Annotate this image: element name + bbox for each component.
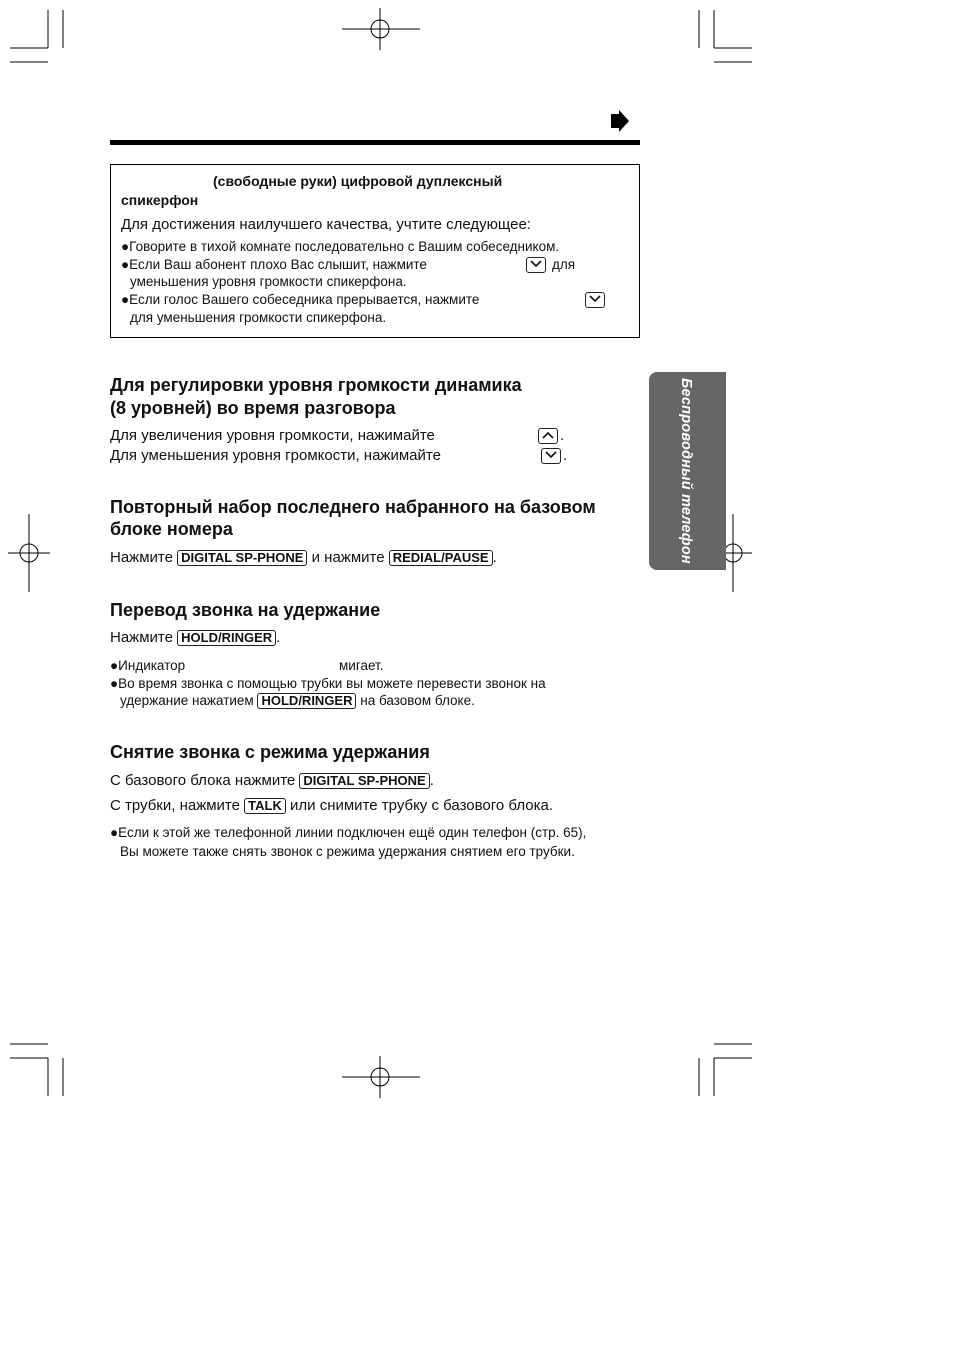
redial-title-line2: блоке номера <box>110 519 233 539</box>
volume-down-key-2 <box>585 291 605 309</box>
continue-arrow-icon <box>610 110 630 137</box>
box-title-line1: (свободные руки) цифровой дуплексный <box>213 173 503 189</box>
digital-sp-phone-key-2: DIGITAL SP-PHONE <box>299 773 429 789</box>
redial-pause-key: REDIAL/PAUSE <box>389 550 493 566</box>
digital-sp-phone-key: DIGITAL SP-PHONE <box>177 550 307 566</box>
volume-down-line: Для уменьшения уровня громкости, нажимайте <box>110 447 441 464</box>
chevron-down-icon <box>526 257 546 273</box>
unhold-title: Снятие звонка с режима удержания <box>110 742 430 762</box>
hold-bullet-2-cont: удержание нажатием HOLD/RINGER на базовом блоке. <box>120 693 475 708</box>
unhold-line-1: С базового блока нажмите DIGITAL SP-PHONE . <box>110 772 434 789</box>
volume-up-period: . <box>560 427 565 444</box>
hold-title: Перевод звонка на удержание <box>110 600 381 620</box>
unhold-bullet-cont: Вы можете также снять звонок с режима удержания снятием его трубки. <box>120 844 575 859</box>
box-item-1: ●Говорите в тихой комнате последовательно с Вашим собеседником. <box>121 239 560 254</box>
hold-instruction: Нажмите HOLD/RINGER . <box>110 629 281 646</box>
volume-down-key <box>526 256 546 274</box>
box-item-2-cont: уменьшения уровня громкости спикерфона. <box>130 274 407 289</box>
side-tab-label: Беспроводный телефон <box>678 378 694 564</box>
unhold-line-2: С трубки, нажмите TALK или снимите трубку с базового блока. <box>110 797 553 814</box>
chevron-down-icon <box>585 292 605 308</box>
talk-key: TALK <box>244 798 286 814</box>
hold-bullet-2: ●Во время звонка с помощью трубки вы можете перевести звонок на <box>110 676 546 691</box>
chevron-down-icon <box>541 448 561 464</box>
volume-down-period: . <box>563 447 568 464</box>
box-intro: Для достижения наилучшего качества, учтите следующее: <box>121 216 531 233</box>
header-rule <box>110 140 640 145</box>
box-item-2-tail: для <box>552 257 576 272</box>
hold-bullet-1-tail: мигает. <box>339 658 384 673</box>
hold-ringer-key: HOLD/RINGER <box>177 630 276 646</box>
redial-title-line1: Повторный набор последнего набранного на базовом <box>110 497 596 517</box>
hold-bullet-1: ●Индикатор <box>110 658 186 673</box>
box-item-2: ●Если Ваш абонент плохо Вас слышит, нажмите <box>121 257 427 272</box>
box-item-3-cont: для уменьшения громкости спикерфона. <box>130 310 387 325</box>
volume-up-key <box>538 427 558 445</box>
box-item-3: ●Если голос Вашего собеседника прерывается, нажмите <box>121 292 480 307</box>
hold-ringer-key-2: HOLD/RINGER <box>257 693 356 709</box>
chevron-up-icon <box>538 428 558 444</box>
volume-down-key-3 <box>541 447 561 465</box>
box-title-line2: спикерфон <box>121 192 199 208</box>
volume-title-line2: (8 уровней) во время разговора <box>110 398 396 418</box>
unhold-bullet: ●Если к этой же телефонной линии подключен ещё один телефон (стр. 65), <box>110 825 587 840</box>
volume-up-line: Для увеличения уровня громкости, нажимайте <box>110 427 435 444</box>
redial-instruction: Нажмите DIGITAL SP-PHONE и нажмите REDIAL/PAUSE . <box>110 549 497 566</box>
volume-title-line1: Для регулировки уровня громкости динамика <box>110 375 522 395</box>
